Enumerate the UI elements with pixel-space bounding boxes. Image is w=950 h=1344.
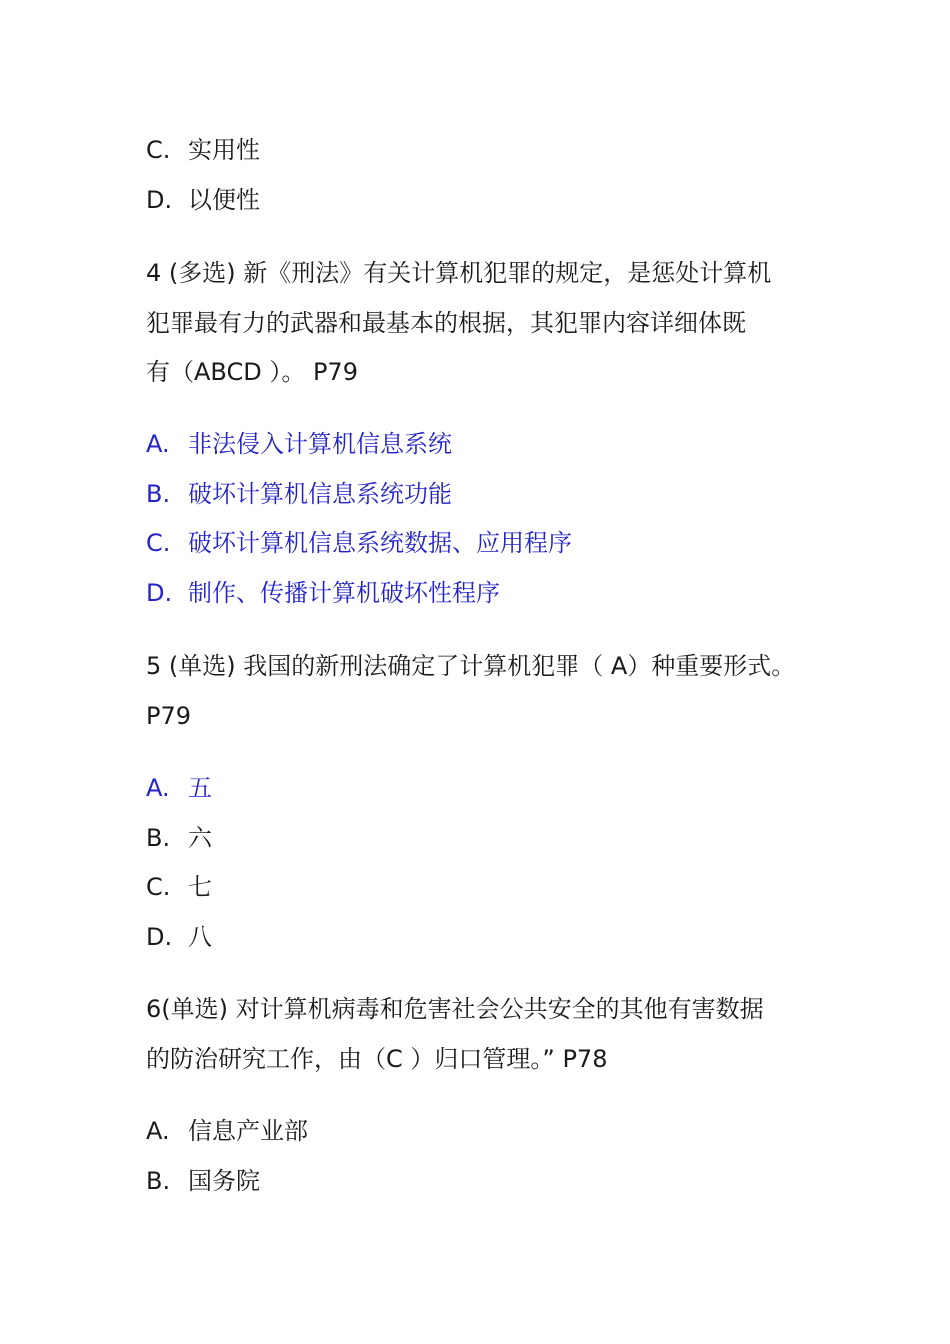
- option-text: 制作、传播计算机破坏性程序: [188, 579, 500, 607]
- q5-stem-line-2: P79: [146, 702, 192, 730]
- option-text: 八: [188, 923, 212, 951]
- q4-option-d: [146, 578, 500, 608]
- q4-stem-line-1: 4 (多选) 新《刑法》有关计算机犯罪的规定，是惩处计算机: [146, 259, 772, 287]
- q3-option-d: [146, 185, 260, 215]
- option-letter: C.: [146, 136, 171, 164]
- option-letter: B.: [146, 824, 171, 852]
- q5-option-b: [146, 823, 212, 853]
- option-letter: A.: [146, 1117, 170, 1145]
- option-text: 七: [188, 873, 212, 901]
- q4-option-b: [146, 479, 452, 509]
- option-text: 非法侵入计算机信息系统: [188, 430, 452, 458]
- option-text: 破坏计算机信息系统数据、应用程序: [188, 529, 572, 557]
- option-letter: C.: [146, 529, 171, 557]
- option-letter: B.: [146, 1167, 171, 1195]
- option-text: 破坏计算机信息系统功能: [188, 480, 452, 508]
- option-letter: A.: [146, 430, 170, 458]
- option-letter: D.: [146, 579, 173, 607]
- q4-option-c: [146, 528, 572, 558]
- option-text: 国务院: [188, 1167, 260, 1195]
- option-letter: D.: [146, 923, 173, 951]
- q5-option-c: [146, 872, 212, 902]
- q5-option-a: [146, 773, 212, 803]
- option-text: 实用性: [188, 136, 260, 164]
- q4-stem-line-3: 有（ABCD ）。 P79: [146, 358, 358, 386]
- q5-option-d: [146, 922, 212, 952]
- q4-option-a: [146, 429, 452, 459]
- q3-option-c: [146, 135, 260, 165]
- option-letter: C.: [146, 873, 171, 901]
- option-text: 六: [188, 824, 212, 852]
- q6-option-a: [146, 1116, 308, 1146]
- q5-stem-line-1: 5 (单选) 我国的新刑法确定了计算机犯罪（ A）种重要形式。: [146, 652, 796, 680]
- option-letter: D.: [146, 186, 173, 214]
- option-letter: B.: [146, 480, 171, 508]
- q6-stem-line-1: 6(单选) 对计算机病毒和危害社会公共安全的其他有害数据: [146, 995, 764, 1023]
- option-text: 信息产业部: [188, 1117, 308, 1145]
- option-text: 以便性: [188, 186, 260, 214]
- q4-stem-line-2: 犯罪最有力的武器和最基本的根据，其犯罪内容详细体既: [146, 309, 746, 337]
- option-text: 五: [188, 774, 212, 802]
- option-letter: A.: [146, 774, 170, 802]
- q6-option-b: [146, 1166, 260, 1196]
- q6-stem-line-2: 的防治研究工作，由（C ）归口管理。” P78: [146, 1045, 608, 1073]
